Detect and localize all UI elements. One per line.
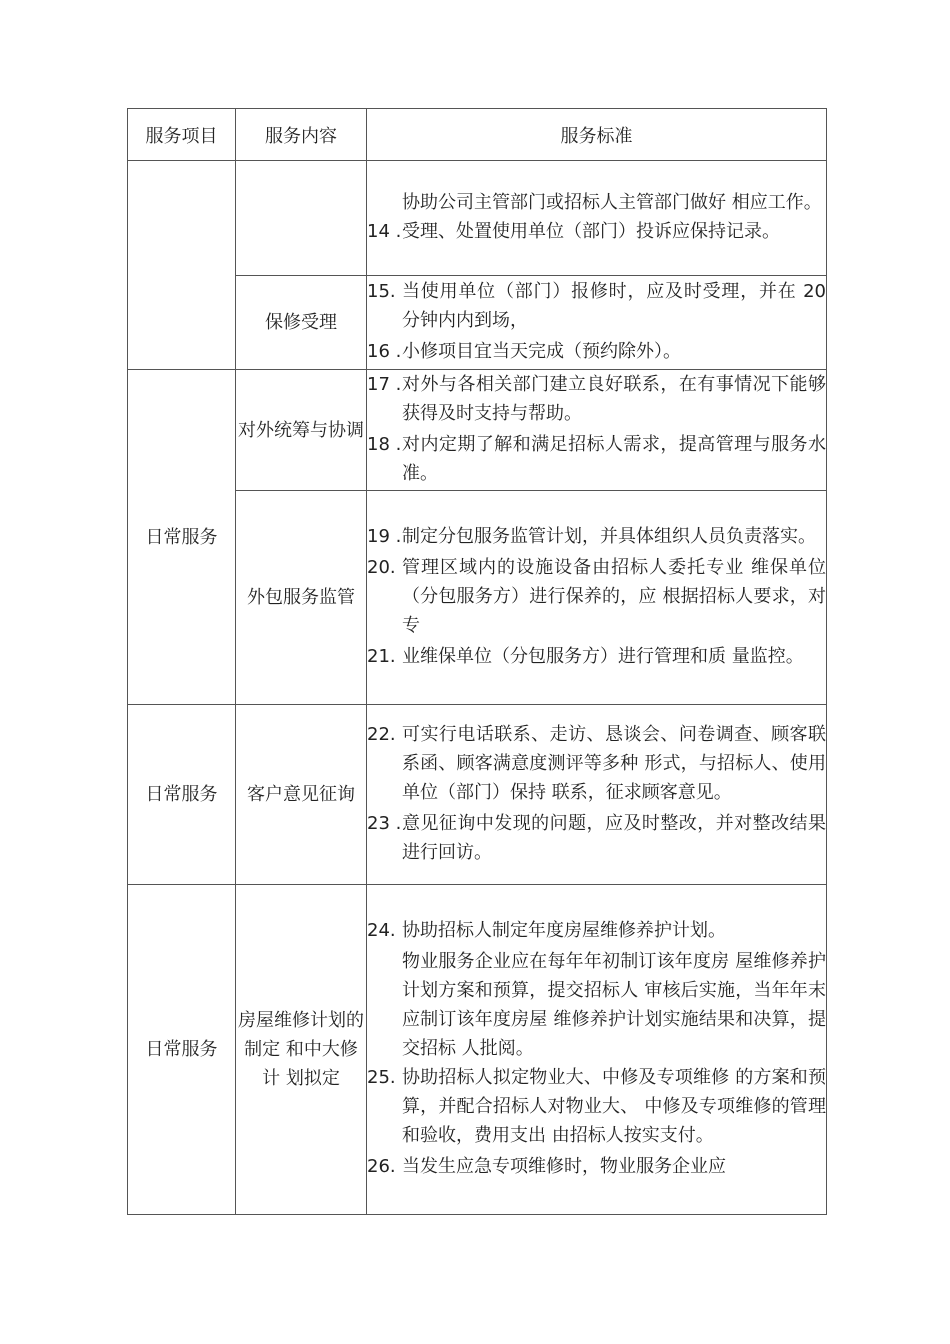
header-standard: 服务标准 (367, 109, 827, 161)
standard-item (367, 337, 826, 366)
content-cell: 对外统筹与协调 (236, 370, 367, 491)
standard-item-number: 25. (367, 1067, 396, 1088)
standard-item-text: 协助招标人制定年度房屋维修养护计划。 (402, 920, 726, 941)
table-row (128, 161, 827, 276)
standard-item (367, 277, 826, 335)
header-content: 服务内容 (236, 109, 367, 161)
standard-item-number: 23 . (367, 813, 402, 834)
standard-item-number: 19 . (367, 526, 402, 547)
standard-item-number: 16 . (367, 341, 402, 362)
table-header-row (128, 109, 827, 161)
standard-item-text: 业维保单位（分包服务方）进行管理和质 量监控。 (402, 646, 804, 667)
standard-item-number: 24. (367, 920, 396, 941)
standard-item-text: 协助招标人拟定物业大、中修及专项维修 的方案和预算，并配合招标人对物业大、 中修及专项维修的管理和验收，费用支出 由招标人按实支付。 (402, 1067, 826, 1146)
standard-item (367, 809, 826, 867)
standard-cell (367, 161, 827, 276)
standard-cell (367, 370, 827, 491)
standard-item (367, 370, 826, 428)
standard-item-text: 对内定期了解和满足招标人需求，提高管理与服务水准。 (402, 434, 826, 484)
standard-item (367, 642, 826, 671)
content-cell (236, 161, 367, 276)
standard-item (367, 1152, 826, 1181)
standard-item-number: 22. (367, 724, 396, 745)
content-cell: 保修受理 (236, 276, 367, 370)
standard-cell (367, 276, 827, 370)
header-project: 服务项目 (128, 109, 236, 161)
service-standards-table (127, 108, 827, 1215)
standard-item (367, 916, 826, 945)
standard-item-text: 当使用单位（部门）报修时，应及时受理，并在 20 分钟内内到场， (402, 281, 826, 331)
table-row (128, 705, 827, 885)
standard-item-text: 协助公司主管部门或招标人主管部门做好 相应工作。 (402, 192, 822, 213)
standard-item-number: 14 . (367, 221, 402, 242)
standard-item-number: 18 . (367, 434, 402, 455)
project-cell: 日常服务 (128, 705, 236, 885)
content-cell: 房屋维修计划的制定 和中大修计 划拟定 (236, 885, 367, 1215)
standard-item (367, 1063, 826, 1150)
standard-item-text: 受理、处置使用单位（部门）投诉应保持记录。 (402, 221, 780, 242)
standard-item-text: 意见征询中发现的问题，应及时整改，并对整改结果进行回访。 (402, 813, 826, 863)
standard-cell (367, 705, 827, 885)
table-row (128, 885, 827, 1215)
standard-item-number: 15. (367, 281, 396, 302)
table-row (128, 370, 827, 491)
content-cell: 客户意见征询 (236, 705, 367, 885)
standard-cell (367, 885, 827, 1215)
standard-item (367, 217, 826, 246)
standard-item (367, 553, 826, 640)
project-cell: 日常服务 (128, 885, 236, 1215)
project-cell: 日常服务 (128, 370, 236, 705)
standard-item-number: 21. (367, 646, 396, 667)
project-cell (128, 161, 236, 370)
content-cell: 外包服务监管 (236, 491, 367, 705)
standard-item (367, 720, 826, 807)
standard-item-text: 物业服务企业应在每年年初制订该年度房 屋维修养护计划方案和预算，提交招标人 审核后实施，当年年末应制订该年度房屋 维修养护计划实施结果和决算，提交招标 人批阅。 (402, 951, 826, 1059)
standard-item-number: 20. (367, 557, 396, 578)
standard-item-text: 可实行电话联系、走访、恳谈会、问卷调查、顾客联系函、顾客满意度测评等多种 形式，与招标人、使用单位（部门）保持 联系，征求顾客意见。 (402, 724, 826, 803)
standard-cell (367, 491, 827, 705)
standard-item-text: 制定分包服务监管计划，并具体组织人员负责落实。 (402, 526, 816, 547)
standard-item-text: 管理区域内的设施设备由招标人委托专业 维保单位（分包服务方）进行保养的，应 根据招标人要求，对专 (402, 557, 826, 636)
standard-item-text: 对外与各相关部门建立良好联系，在有事情况下能够获得及时支持与帮助。 (402, 374, 826, 424)
standard-item (367, 430, 826, 488)
standard-item-number: 26. (367, 1156, 396, 1177)
standard-item (367, 522, 826, 551)
standard-item-number: 17 . (367, 374, 402, 395)
standard-item-text: 小修项目宜当天完成（预约除外）。 (402, 341, 681, 362)
standard-item-text: 当发生应急专项维修时，物业服务企业应 (402, 1156, 726, 1177)
